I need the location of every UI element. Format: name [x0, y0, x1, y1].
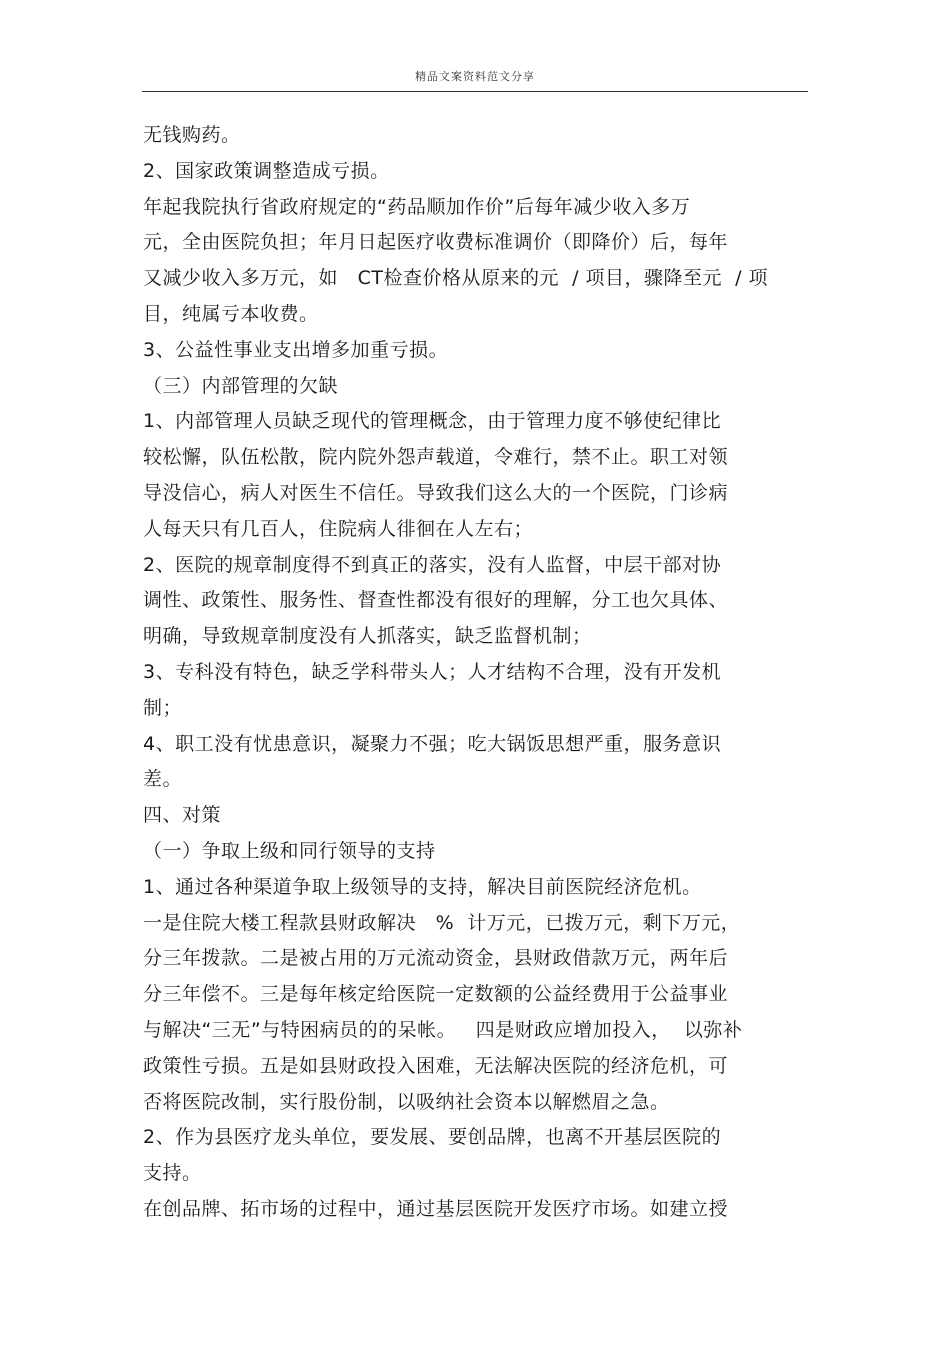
page-header	[142, 62, 808, 92]
header-title: 精品文案资料范文分享	[415, 70, 535, 83]
text-line: 差。	[143, 768, 183, 791]
text-line: 1、内部管理人员缺乏现代的管理概念，由于管理力度不够使纪律比	[143, 410, 722, 433]
text-line: 导没信心，病人对医生不信任。导致我们这么大的一个医院，门诊病	[143, 481, 729, 504]
text-line: 制；	[143, 696, 183, 719]
text-line: 人每天只有几百人，住院病人徘徊在人左右；	[143, 517, 534, 540]
text-line: 1、通过各种渠道争取上级领导的支持，解决目前医院经济危机。	[143, 875, 702, 898]
text-line: 2、国家政策调整造成亏损。	[143, 159, 390, 182]
text-line: 支持。	[143, 1162, 202, 1185]
text-line: 又减少收入多万元，如 CT检查价格从原来的元 / 项目，骤降至元 / 项	[143, 267, 769, 290]
text-line: 政策性亏损。五是如县财政投入困难，无法解决医院的经济危机，可	[143, 1054, 729, 1077]
text-line: 2、作为县医疗龙头单位，要发展、要创品牌，也离不开基层医院的	[143, 1126, 722, 1149]
document-body	[143, 118, 823, 1228]
text-line: 年起我院执行省政府规定的“药品顺加作价”后每年减少收入多万	[143, 195, 691, 218]
text-line: 否将医院改制，实行股份制，以吸纳社会资本以解燃眉之急。	[143, 1090, 670, 1113]
text-line: 4、职工没有忧患意识，凝聚力不强；吃大锅饭思想严重，服务意识	[143, 732, 722, 755]
text-line: 与解决“三无”与特困病员的的呆帐。 四是财政应增加投入， 以弥补	[143, 1018, 743, 1041]
text-line: （一）争取上级和同行领导的支持	[143, 839, 436, 862]
text-line: （三）内部管理的欠缺	[143, 374, 339, 397]
text-line: 3、公益性事业支出增多加重亏损。	[143, 338, 449, 361]
text-line: 一是住院大楼工程款县财政解决 % 计万元，已拨万元，剩下万元，	[143, 911, 741, 934]
text-line: 分三年偿不。三是每年核定给医院一定数额的公益经费用于公益事业	[143, 983, 729, 1006]
text-line: 调性、政策性、服务性、督查性都没有很好的理解，分工也欠具体、	[143, 589, 729, 612]
text-line: 2、医院的规章制度得不到真正的落实，没有人监督，中层干部对协	[143, 553, 722, 576]
text-line: 较松懈，队伍松散，院内院外怨声载道，令难行，禁不止。职工对领	[143, 446, 729, 469]
text-line: 无钱购药。	[143, 124, 241, 146]
text-line: 明确，导致规章制度没有人抓落实，缺乏监督机制；	[143, 625, 592, 648]
text-line: 分三年拨款。二是被占用的万元流动资金，县财政借款万元，两年后	[143, 947, 729, 970]
text-line: 3、专科没有特色，缺乏学科带头人；人才结构不合理，没有开发机	[143, 660, 722, 683]
text-line: 四、对策	[143, 804, 222, 827]
text-line: 元，全由医院负担；年月日起医疗收费标准调价（即降价）后，每年	[143, 231, 729, 254]
text-line: 目，纯属亏本收费。	[143, 302, 319, 325]
text-line: 在创品牌、拓市场的过程中，通过基层医院开发医疗市场。如建立授	[143, 1197, 729, 1220]
